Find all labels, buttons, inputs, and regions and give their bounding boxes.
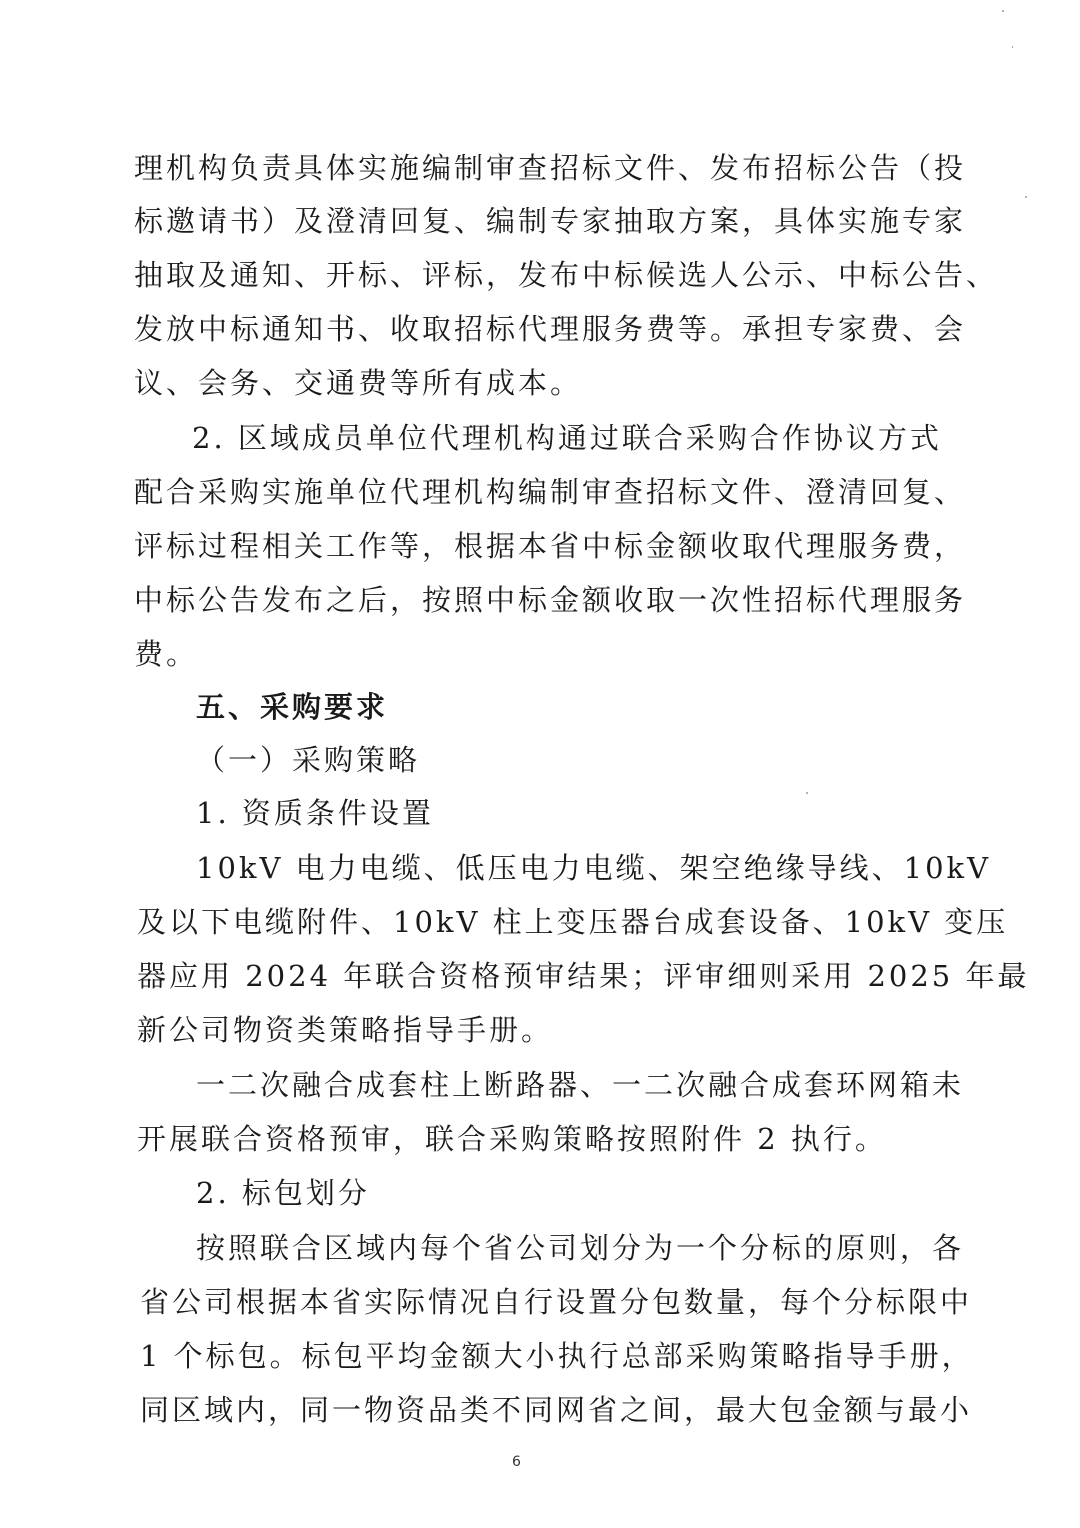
page-number: 6 (512, 1454, 521, 1470)
paragraph-line: 新公司物资类策略指导手册。 (137, 1013, 554, 1047)
scan-speck (1025, 196, 1027, 198)
paragraph-line: 中标公告发布之后，按照中标金额收取一次性招标代理服务 (134, 583, 967, 617)
paragraph-line: 标邀请书）及澄清回复、编制专家抽取方案，具体实施专家 (134, 204, 967, 238)
subsection-heading: （一）采购策略 (196, 743, 421, 777)
paragraph-line: 省公司根据本省实际情况自行设置分包数量，每个分标限中 (140, 1285, 973, 1319)
paragraph-line: 抽取及通知、开标、评标，发布中标候选人公示、中标公告、 (134, 258, 999, 292)
paragraph-line: 2. 区域成员单位代理机构通过联合采购合作协议方式 (192, 421, 942, 455)
scan-speck (1002, 10, 1004, 12)
item-heading: 2. 标包划分 (196, 1176, 370, 1210)
item-heading: 1. 资质条件设置 (196, 796, 434, 830)
paragraph-line: 10kV 电力电缆、低压电力电缆、架空绝缘导线、10kV (196, 851, 992, 885)
scan-speck (1012, 46, 1013, 48)
paragraph-line: 1 个标包。标包平均金额大小执行总部采购策略指导手册， (140, 1339, 974, 1373)
paragraph-line: 议、会务、交通费等所有成本。 (134, 366, 583, 400)
paragraph-line: 器应用 2024 年联合资格预审结果；评审细则采用 2025 年最 (137, 959, 1030, 993)
paragraph-line: 费。 (134, 637, 199, 671)
paragraph-line: 同区域内，同一物资品类不同网省之间，最大包金额与最小 (140, 1393, 973, 1427)
paragraph-line: 一二次融合成套柱上断路器、一二次融合成套环网箱未 (196, 1068, 965, 1102)
paragraph-line: 开展联合资格预审，联合采购策略按照附件 2 执行。 (137, 1122, 887, 1156)
scan-speck (806, 792, 808, 794)
paragraph-line: 理机构负责具体实施编制审查招标文件、发布招标公告（投 (134, 151, 967, 185)
paragraph-line: 发放中标通知书、收取招标代理服务费等。承担专家费、会 (134, 312, 967, 346)
section-heading: 五、采购要求 (196, 690, 389, 724)
paragraph-line: 按照联合区域内每个省公司划分为一个分标的原则，各 (196, 1231, 965, 1265)
paragraph-line: 及以下电缆附件、10kV 柱上变压器台成套设备、10kV 变压 (137, 905, 1009, 939)
paragraph-line: 评标过程相关工作等，根据本省中标金额收取代理服务费， (134, 529, 967, 563)
paragraph-line: 配合采购实施单位代理机构编制审查招标文件、澄清回复、 (134, 475, 967, 509)
